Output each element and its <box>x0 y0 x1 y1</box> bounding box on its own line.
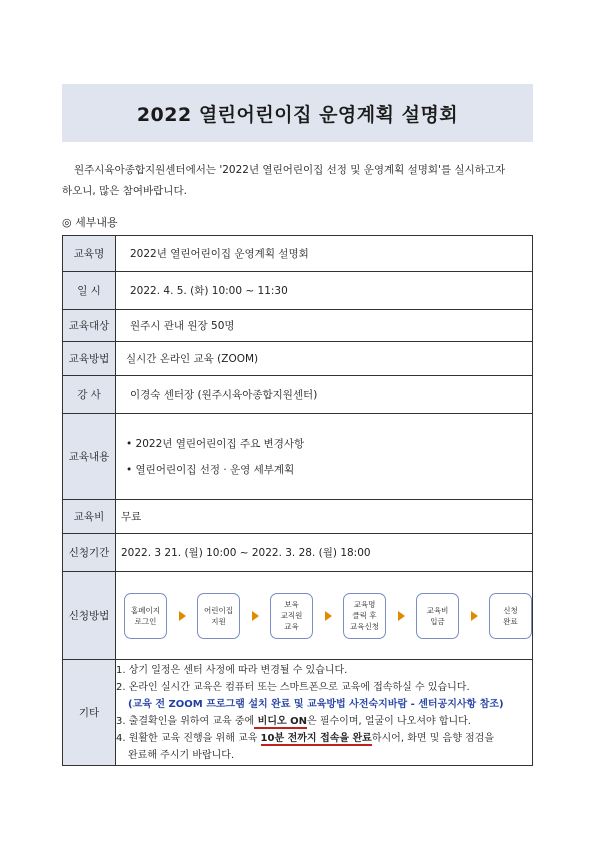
row-label: 신청기간 <box>63 534 116 572</box>
row-label: 일 시 <box>63 272 116 310</box>
arrow-right-icon <box>398 611 405 621</box>
apply-flow <box>116 593 532 639</box>
content-bullet: • 2022년 열린어린이집 주요 변경사항 <box>126 437 305 450</box>
note-item <box>116 713 532 730</box>
flow-step: 보육 교직원 교육 <box>270 593 313 639</box>
table-row <box>63 572 533 660</box>
flow-step: 신청 완료 <box>489 593 532 639</box>
details-table <box>62 235 533 766</box>
arrow-right-icon <box>325 611 332 621</box>
note-item <box>116 730 532 747</box>
row-value: 2022. 3 21. (월) 10:00 ~ 2022. 3. 28. (월) 18:00 <box>116 534 533 572</box>
row-label: 기타 <box>63 660 116 766</box>
note-text: 은 필수이며, 얼굴이 나오셔야 합니다. <box>307 715 471 727</box>
note-text: 4. 원활한 교육 진행을 위해 교육 <box>116 732 261 744</box>
table-row <box>63 414 533 500</box>
table-row <box>63 534 533 572</box>
flow-step: 홈페이지 로그인 <box>124 593 167 639</box>
row-label: 교육비 <box>63 500 116 534</box>
intro-line-1: 원주시육아종합지원센터에서는 '2022년 열린어린이집 선정 및 운영계획 설명회'를 실시하고자 <box>74 164 506 176</box>
intro-line-2: 하오니, 많은 참여바랍니다. <box>62 185 187 197</box>
table-row <box>63 376 533 414</box>
row-label: 교육방법 <box>63 342 116 376</box>
note-emphasis: 비디오 ON <box>254 715 308 727</box>
note-text: 3. 출결확인을 위하여 교육 중에 <box>116 715 255 727</box>
note-highlight: (교육 전 ZOOM 프로그램 설치 완료 및 교육방법 사전숙지바람 - 센터공지사항 참조) <box>128 698 504 710</box>
note-emphasis: 10분 전까지 접속을 완료 <box>260 732 372 744</box>
content-bullet: • 열린어린이집 선정 · 운영 세부계획 <box>126 463 295 476</box>
table-row <box>63 342 533 376</box>
row-label: 강 사 <box>63 376 116 414</box>
row-label: 교육내용 <box>63 414 116 500</box>
row-label: 신청방법 <box>63 572 116 660</box>
flow-step: 교육비 입금 <box>416 593 459 639</box>
intro-paragraph <box>62 160 540 202</box>
note-item: 2. 온라인 실시간 교육은 컴퓨터 또는 스마트폰으로 교육에 접속하실 수 있습니다. <box>116 681 470 693</box>
section-title: ◎ 세부내용 <box>62 216 118 229</box>
row-value <box>116 414 533 500</box>
page-title: 2022 열린어린이집 운영계획 설명회 <box>136 103 459 126</box>
table-row <box>63 272 533 310</box>
row-value: 2022. 4. 5. (화) 10:00 ~ 11:30 <box>116 272 533 310</box>
flow-step: 교육명 클릭 후 교육신청 <box>343 593 386 639</box>
title-banner <box>62 84 533 142</box>
note-item: 1. 상기 일정은 센터 사정에 따라 변경될 수 있습니다. <box>116 664 348 676</box>
table-row <box>63 660 533 766</box>
arrow-right-icon <box>471 611 478 621</box>
table-row <box>63 500 533 534</box>
table-row <box>63 236 533 272</box>
row-value: 원주시 관내 원장 50명 <box>116 310 533 342</box>
row-value: 무료 <box>116 500 533 534</box>
note-continuation: 완료해 주시기 바랍니다. <box>128 749 235 761</box>
row-label: 교육대상 <box>63 310 116 342</box>
arrow-right-icon <box>179 611 186 621</box>
row-value: 2022년 열린어린이집 운영계획 설명회 <box>116 236 533 272</box>
row-label: 교육명 <box>63 236 116 272</box>
row-value: 실시간 온라인 교육 (ZOOM) <box>116 342 533 376</box>
row-value: 이경숙 센터장 (원주시육아종합지원센터) <box>116 376 533 414</box>
arrow-right-icon <box>252 611 259 621</box>
note-text: 하시어, 화면 및 음향 점검을 <box>371 732 495 744</box>
row-value <box>116 572 533 660</box>
misc-notes <box>116 660 533 766</box>
flow-step: 어린이집 지원 <box>197 593 240 639</box>
table-row <box>63 310 533 342</box>
